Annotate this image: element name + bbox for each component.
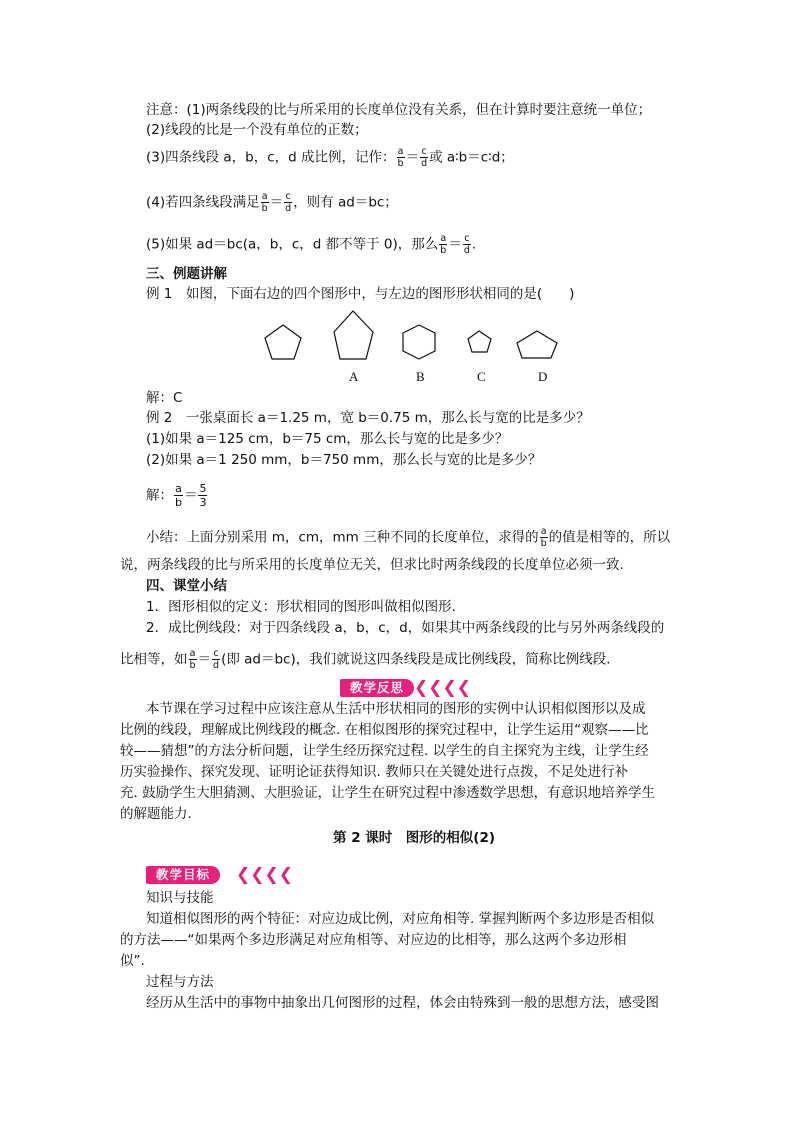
- fraction-a-over-b: $\frac{a}{b}$: [397, 146, 404, 169]
- reflection-line-3: 较——猜想”的方法分析问题，让学生经历探究过程. 以学生的自主探究为主线，让学生经: [120, 743, 649, 759]
- example-2: 例 2 一张桌面长 a＝1.25 m，宽 b＝0.75 m，那么长与宽的比是多少？: [146, 410, 590, 426]
- question-1: (1)如果 a＝125 cm，b＝75 cm，那么长与宽的比是多少？: [146, 431, 509, 447]
- note-1: 注意：(1)两条线段的比与所采用的长度单位没有关系，但在计算时要注意统一单位；: [146, 102, 652, 118]
- note-3-text: (3)四条线段 a，b，c，d 成比例，记作：: [146, 149, 396, 166]
- summary-item-2-line-1: 2．成比例线段：对于四条线段 a，b，c，d，如果其中两条线段的比与另外两条线段的: [146, 620, 665, 636]
- label-c: C: [477, 369, 486, 384]
- note-5: (5)如果 ad＝bc(a，b，c，d 都不等于 0)，那么 $\frac{a}{b}$ ＝ $\frac{c}{d}$ .: [146, 233, 477, 256]
- goal-line-3: 似”.: [120, 953, 145, 969]
- lesson-2-title: 第 2 课时 图形的相似(2): [333, 830, 496, 846]
- subheading-knowledge-skills: 知识与技能: [146, 890, 214, 906]
- fraction-5-over-3: $\frac{5}{3}$: [199, 482, 207, 509]
- fraction-a-over-b: $\frac{a}{b}$: [440, 233, 447, 256]
- summary-line-1: 小结：上面分别采用 m，cm，mm 三种不同的长度单位，求得的 $\frac{a}{b}$ 的值是相等的，所以: [146, 526, 671, 549]
- banner-label: 教学反思: [340, 679, 414, 697]
- fraction-a-over-b: $\frac{a}{b}$: [189, 648, 196, 671]
- note-3: (3)四条线段 a，b，c，d 成比例，记作： $\frac{a}{b}$ ＝ $\frac{c}{d}$ 或 a∶b＝c∶d；: [146, 146, 514, 169]
- fraction-a-over-b: $\frac{a}{b}$: [540, 526, 547, 549]
- summary-line-2: 说，两条线段的比与所采用的长度单位无关，但求比时两条线段的长度单位必须一致.: [120, 557, 624, 573]
- process-line-1: 经历从生活中的事物中抽象出几何图形的过程，体会由特殊到一般的思想方法，感受图: [146, 995, 659, 1011]
- summary-item-2-line-2: 比相等，如 $\frac{a}{b}$ ＝ $\frac{c}{d}$ (即 ad＝bc)，我们就说这四条线段是成比例线段，简称比例线段.: [120, 648, 611, 671]
- shape-b-hexagon: [403, 325, 435, 359]
- note-2: (2)线段的比是一个没有单位的正数；: [146, 122, 368, 138]
- shape-c-pentagon: [468, 331, 491, 352]
- goal-line-2: 的方法——“如果两个多边形满足对应角相等、对应边的比相等，那么这两个多边形相: [120, 932, 627, 948]
- fraction-a-over-b: $\frac{a}{b}$: [175, 482, 182, 509]
- chevron-left-icon: ❮❮❮❮: [236, 865, 293, 885]
- teaching-goals-banner: [146, 866, 296, 884]
- note-3-tail: 或 a∶b＝c∶d；: [429, 149, 514, 166]
- section-3-heading: 三、例题讲解: [146, 266, 227, 282]
- goal-line-1: 知道相似图形的两个特征：对应边成比例，对应角相等. 掌握判断两个多边形是否相似: [146, 911, 655, 927]
- label-d: D: [538, 369, 548, 384]
- reflection-line-1: 本节课在学习过程中应该注意从生活中形状相同的图形的实例中认识相似图形以及成: [146, 701, 646, 717]
- answer-2: 解： $\frac{a}{b}$ ＝ $\frac{5}{3}$: [146, 482, 207, 509]
- note-4: (4)若四条线段满足 $\frac{a}{b}$ ＝ $\frac{c}{d}$ ，则有 ad＝bc；: [146, 191, 398, 214]
- label-a: A: [349, 369, 359, 384]
- chevron-left-icon: ❮❮❮❮: [414, 678, 471, 698]
- section-4-heading: 四、课堂小结: [146, 578, 227, 594]
- reflection-line-6: 的解题能力.: [120, 806, 192, 822]
- subheading-process-method: 过程与方法: [146, 974, 214, 990]
- fraction-c-over-d: $\frac{c}{d}$: [463, 233, 470, 256]
- note-4-tail: ，则有 ad＝bc；: [293, 194, 398, 211]
- reflection-line-5: 充. 鼓励学生大胆猜测、大胆验证，让学生在研究过程中渗透数学思想，有意识地培养学生: [120, 785, 656, 801]
- fraction-a-over-b: $\frac{a}{b}$: [261, 191, 268, 214]
- example-1: 例 1 如图，下面右边的四个图形中，与左边的图形形状相同的是( ): [146, 286, 575, 302]
- fraction-c-over-d: $\frac{c}{d}$: [285, 191, 292, 214]
- reflection-line-4: 历实验操作、探究发现、证明论证获得知识. 教师只在关键处进行点拨，不足处进行补: [120, 764, 629, 780]
- reflection-line-2: 比例的线段，理解成比例线段的概念. 在相似图形的探究过程中，让学生运用“观察——比: [120, 722, 649, 738]
- note-5-text: (5)如果 ad＝bc(a，b，c，d 都不等于 0)，那么: [146, 236, 439, 253]
- summary-item-1: 1．图形相似的定义：形状相同的图形叫做相似图形.: [146, 599, 456, 615]
- note-4-text: (4)若四条线段满足: [146, 194, 260, 211]
- shape-d-pentagon: [517, 331, 557, 358]
- fraction-c-over-d: $\frac{c}{d}$: [421, 146, 428, 169]
- answer-1: 解：C: [146, 390, 183, 406]
- fraction-c-over-d: $\frac{c}{d}$: [213, 648, 220, 671]
- question-2: (2)如果 a＝1 250 mm，b＝750 mm，那么长与宽的比是多少？: [146, 452, 542, 468]
- polygon-figures: [250, 306, 570, 366]
- banner-label: 教学目标: [146, 866, 220, 884]
- teaching-reflection-banner: [340, 679, 490, 697]
- label-b: B: [416, 369, 425, 384]
- shape-a-pentagon: [334, 311, 373, 359]
- reference-pentagon: [265, 325, 301, 359]
